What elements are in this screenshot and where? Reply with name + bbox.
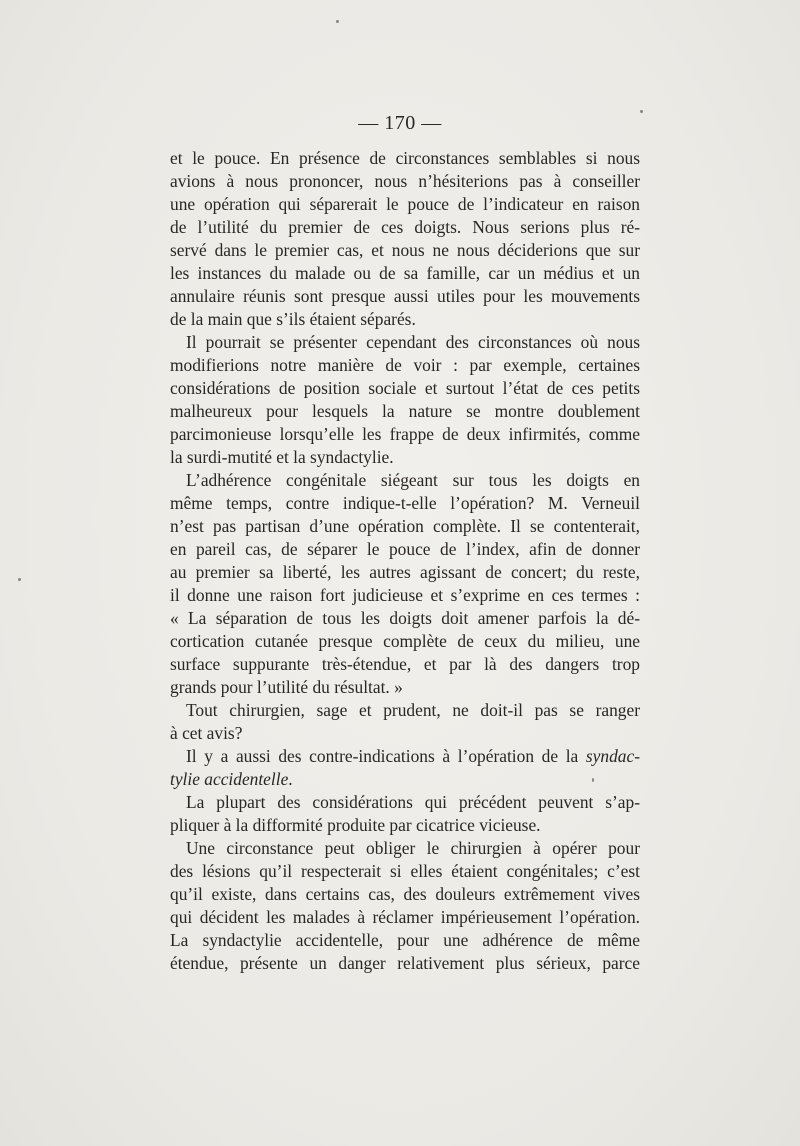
text-line (170, 860, 640, 883)
text-line-content: qui décident les malades à réclamer impérieusement l’opération. (170, 907, 640, 927)
text-line (170, 791, 640, 814)
text-line (170, 147, 640, 170)
text-line (170, 837, 640, 860)
text-line-content: modifierions notre manière de voir : par exemple, certaines (170, 355, 640, 375)
paper-speck (336, 20, 339, 23)
italic-term: tylie accidentelle (170, 769, 289, 789)
text-line (170, 377, 640, 400)
text-line-content: L’adhérence congénitale siégeant sur tous les doigts en (186, 470, 640, 490)
text-line (170, 561, 640, 584)
text-line-content: malheureux pour lesquels la nature se montre doublement (170, 401, 640, 421)
text-line-content: considérations de position sociale et surtout l’état de ces petits (170, 378, 640, 398)
text-line-content: La syndactylie accidentelle, pour une adhérence de même (170, 930, 640, 950)
text-line (170, 354, 640, 377)
text-line-content: à cet avis? (170, 723, 243, 743)
body-text (170, 147, 640, 975)
text-line (170, 423, 640, 446)
text-line-content: au premier sa liberté, les autres agissant de concert; du reste, (170, 562, 640, 582)
text-line-content: surface suppurante très-étendue, et par là des dangers trop (170, 654, 640, 674)
text-line-content: « La séparation de tous les doigts doit amener parfois la dé- (170, 608, 640, 628)
text-line (170, 722, 640, 745)
text-line-content: Une circonstance peut obliger le chirurgien à opérer pour (186, 838, 640, 858)
text-line-content: même temps, contre indique-t-elle l’opération? M. Verneuil (170, 493, 640, 513)
text-line-content: les instances du malade ou de sa famille, car un médius et un (170, 263, 640, 283)
page-number: — 170 — (358, 112, 442, 134)
text-line-content: il donne une raison fort judicieuse et s’exprime en ces termes : (170, 585, 640, 605)
text-line (170, 239, 640, 262)
text-line (170, 216, 640, 239)
text-line-content: grands pour l’utilité du résultat. » (170, 677, 403, 697)
text-line (170, 607, 640, 630)
text-line (170, 653, 640, 676)
text-line (170, 308, 640, 331)
text-line (170, 262, 640, 285)
text-line-content: la surdi-mutité et la syndactylie. (170, 447, 394, 467)
text-line-content: qu’il existe, dans certains cas, des douleurs extrêmement vives (170, 884, 640, 904)
text-line (170, 193, 640, 216)
text-line (170, 952, 640, 975)
text-line (170, 814, 640, 837)
text-line-content: de la main que s’ils étaient séparés. (170, 309, 416, 329)
text-line (170, 446, 640, 469)
text-line (170, 538, 640, 561)
text-line-content: des lésions qu’il respecterait si elles étaient congénitales; c’est (170, 861, 640, 881)
italic-term: syndac- (585, 746, 640, 766)
text-line (170, 699, 640, 722)
text-line-content: Il y a aussi des contre-indications à l’opération de la (186, 746, 586, 766)
text-line (170, 492, 640, 515)
text-line (170, 676, 640, 699)
text-line (170, 906, 640, 929)
text-line (170, 630, 640, 653)
text-line-content: étendue, présente un danger relativement plus sérieux, parce (170, 953, 640, 973)
text-line-suffix: . (288, 769, 293, 789)
text-line (170, 331, 640, 354)
text-line (170, 170, 640, 193)
text-line (170, 584, 640, 607)
text-line-content: une opération qui séparerait le pouce de l’indicateur en raison (170, 194, 640, 214)
text-line (170, 400, 640, 423)
text-line-content: La plupart des considérations qui précédent peuvent s’ap- (186, 792, 640, 812)
text-line-content: Tout chirurgien, sage et prudent, ne doit-il pas se ranger (186, 700, 640, 720)
text-line-content: Il pourrait se présenter cependant des circonstances où nous (186, 332, 640, 352)
text-line-content: parcimonieuse lorsqu’elle les frappe de deux infirmités, comme (170, 424, 640, 444)
text-line-content: et le pouce. En présence de circonstances semblables si nous (170, 148, 640, 168)
paper-speck (18, 578, 21, 581)
text-line (170, 883, 640, 906)
text-line-content: en pareil cas, de séparer le pouce de l’index, afin de donner (170, 539, 640, 559)
text-line (170, 768, 640, 791)
text-line (170, 515, 640, 538)
text-line (170, 745, 640, 768)
text-line (170, 469, 640, 492)
text-line-content: cortication cutanée presque complète de ceux du milieu, une (170, 631, 640, 651)
text-line (170, 929, 640, 952)
text-line-content: pliquer à la difformité produite par cicatrice vicieuse. (170, 815, 541, 835)
text-line (170, 285, 640, 308)
text-line-content: annulaire réunis sont presque aussi utiles pour les mouvements (170, 286, 640, 306)
text-line-content: n’est pas partisan d’une opération complète. Il se contenterait, (170, 516, 640, 536)
text-line-content: de l’utilité du premier de ces doigts. Nous serions plus ré- (170, 217, 640, 237)
text-line-content: servé dans le premier cas, et nous ne nous déciderions que sur (170, 240, 640, 260)
text-line-content: avions à nous prononcer, nous n’hésiterions pas à conseiller (170, 171, 640, 191)
